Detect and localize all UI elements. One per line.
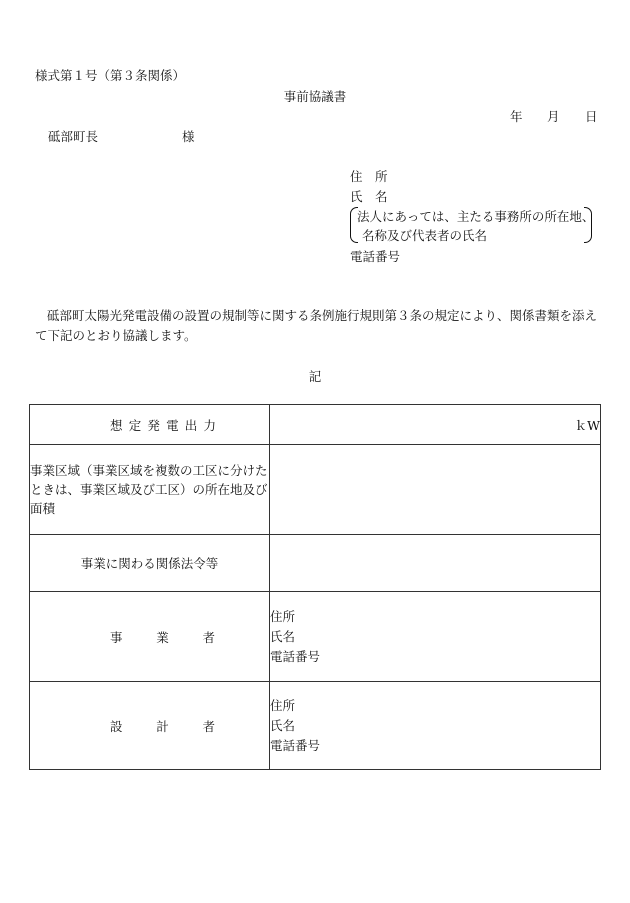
designer-address-label: 住所: [270, 697, 296, 713]
corporation-note: [350, 207, 595, 243]
business-operator-value[interactable]: [270, 592, 601, 682]
table-row: [30, 405, 601, 445]
label-cell: [30, 592, 270, 682]
power-output-value[interactable]: [270, 405, 601, 445]
label-business-operator: 事 業 者: [110, 629, 215, 645]
addressee: [48, 127, 195, 145]
label-cell: [30, 405, 270, 445]
date-year: 年: [510, 109, 523, 124]
body-text: 砥部町太陽光発電設備の設置の規制等に関する条例施行規則第３条の規定により、関係書類を添えて下記のとおり協議します。: [35, 308, 598, 343]
applicant-phone-label: 電話番号: [350, 249, 401, 264]
document-title: 事前協議書: [283, 89, 347, 104]
label-designer: 設 計 者: [110, 718, 215, 734]
unit-kw: ｋW: [574, 417, 600, 433]
right-bracket: [584, 207, 592, 243]
honorific: 様: [182, 129, 195, 144]
applicant-name-label: 氏 名: [350, 189, 388, 204]
form-label: 様式第１号（第３条関係）: [35, 68, 186, 83]
related-laws-value[interactable]: [270, 535, 601, 592]
operator-phone-label: 電話番号: [270, 648, 321, 664]
addressee-name: 砥部町長: [48, 129, 99, 144]
corporation-note-line1: 法人にあっては、主たる事務所の所在地、: [357, 209, 595, 224]
date-day: 日: [585, 109, 598, 124]
label-power-output: 想 定 発 電 出 力: [110, 417, 216, 433]
corporation-note-line2: 名称及び代表者の氏名: [362, 228, 488, 243]
label-related-laws: 事業に関わる関係法令等: [30, 535, 270, 592]
applicant-address-label: 住 所: [350, 169, 388, 184]
table-row: [30, 535, 601, 592]
operator-address-label: 住所: [270, 608, 296, 624]
table-row: [30, 592, 601, 682]
date-month: 月: [547, 109, 560, 124]
designer-value[interactable]: [270, 682, 601, 770]
ki-heading: 記: [308, 369, 322, 384]
consultation-table: [29, 404, 601, 770]
operator-name-label: 氏名: [270, 628, 296, 644]
label-cell: [30, 682, 270, 770]
table-row: [30, 445, 601, 535]
table-row: [30, 682, 601, 770]
label-project-area: 事業区域（事業区域を複数の工区に分けたときは、事業区域及び工区）の所在地及び面積: [30, 445, 270, 535]
project-area-value[interactable]: [270, 445, 601, 535]
designer-name-label: 氏名: [270, 717, 296, 733]
designer-phone-label: 電話番号: [270, 737, 321, 753]
